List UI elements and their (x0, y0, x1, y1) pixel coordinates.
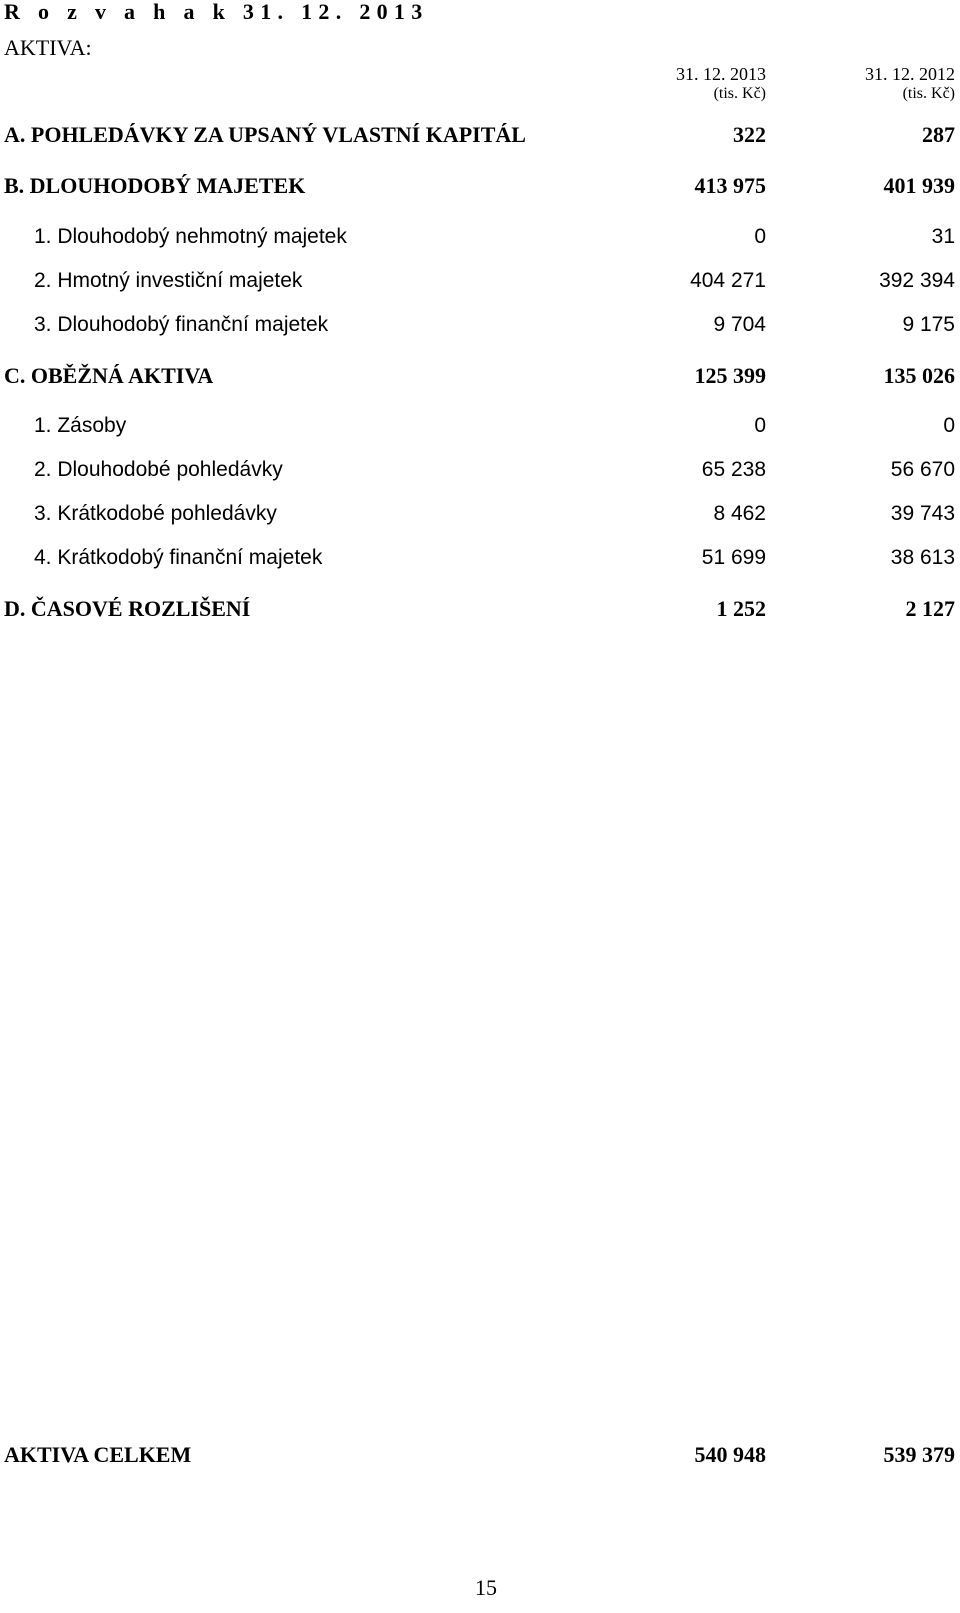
total-value-2012: 539 379 (883, 1442, 955, 1467)
row-value-2012: 31 (931, 225, 955, 248)
row-value-2012: 9 175 (902, 313, 955, 336)
row-label: 1. Zásoby (34, 414, 127, 437)
row-value-2013: 0 (754, 414, 766, 437)
table-row-b2 (0, 269, 960, 299)
table-row-c3 (0, 502, 960, 532)
row-value-2013: 413 975 (694, 173, 766, 198)
section-label: AKTIVA: (4, 35, 92, 60)
row-value-2013: 65 238 (701, 458, 766, 481)
row-label: 3. Krátkodobé pohledávky (34, 502, 277, 525)
column-header-2013 (676, 63, 766, 103)
column-header-2012 (865, 63, 955, 103)
row-value-2012: 287 (922, 122, 955, 147)
table-row-d (0, 596, 960, 626)
column-unit: (tis. Kč) (902, 85, 955, 102)
table-row-c4 (0, 546, 960, 576)
column-date: 31. 12. 2013 (676, 64, 766, 84)
row-value-2012: 39 743 (890, 502, 955, 525)
row-label: 1. Dlouhodobý nehmotný majetek (34, 225, 347, 248)
row-label: D. ČASOVÉ ROZLIŠENÍ (4, 596, 251, 621)
row-label: 4. Krátkodobý finanční majetek (34, 546, 323, 569)
row-label: A. POHLEDÁVKY ZA UPSANÝ VLASTNÍ KAPITÁL (4, 122, 526, 147)
row-label: 2. Hmotný investiční majetek (34, 269, 303, 292)
row-value-2013: 404 271 (690, 269, 766, 292)
table-row-c (0, 363, 960, 393)
table-row-a (0, 122, 960, 152)
row-value-2012: 135 026 (883, 363, 955, 388)
row-value-2013: 9 704 (713, 313, 766, 336)
table-row-total (0, 1442, 960, 1472)
row-value-2013: 51 699 (701, 546, 766, 569)
row-value-2012: 0 (943, 414, 955, 437)
row-value-2012: 2 127 (905, 596, 955, 621)
row-value-2013: 125 399 (694, 363, 766, 388)
page-title: R o z v a h a k 31. 12. 2013 (4, 0, 429, 24)
column-date: 31. 12. 2012 (865, 64, 955, 84)
table-row-b (0, 173, 960, 203)
row-value-2013: 0 (754, 225, 766, 248)
table-row-c1 (0, 414, 960, 444)
row-label: 2. Dlouhodobé pohledávky (34, 458, 283, 481)
row-value-2012: 38 613 (890, 546, 955, 569)
row-value-2012: 392 394 (879, 269, 955, 292)
row-value-2012: 56 670 (890, 458, 955, 481)
row-label: B. DLOUHODOBÝ MAJETEK (4, 173, 306, 198)
column-unit: (tis. Kč) (713, 85, 766, 102)
row-value-2012: 401 939 (883, 173, 955, 198)
table-row-c2 (0, 458, 960, 488)
row-label: C. OBĚŽNÁ AKTIVA (4, 363, 214, 388)
row-label: 3. Dlouhodobý finanční majetek (34, 313, 329, 336)
table-row-b3 (0, 313, 960, 343)
total-label: AKTIVA CELKEM (4, 1442, 192, 1467)
row-value-2013: 1 252 (716, 596, 766, 621)
table-row-b1 (0, 225, 960, 255)
row-value-2013: 8 462 (713, 502, 766, 525)
page-number: 15 (475, 1575, 497, 1600)
row-value-2013: 322 (733, 122, 766, 147)
total-value-2013: 540 948 (694, 1442, 766, 1467)
